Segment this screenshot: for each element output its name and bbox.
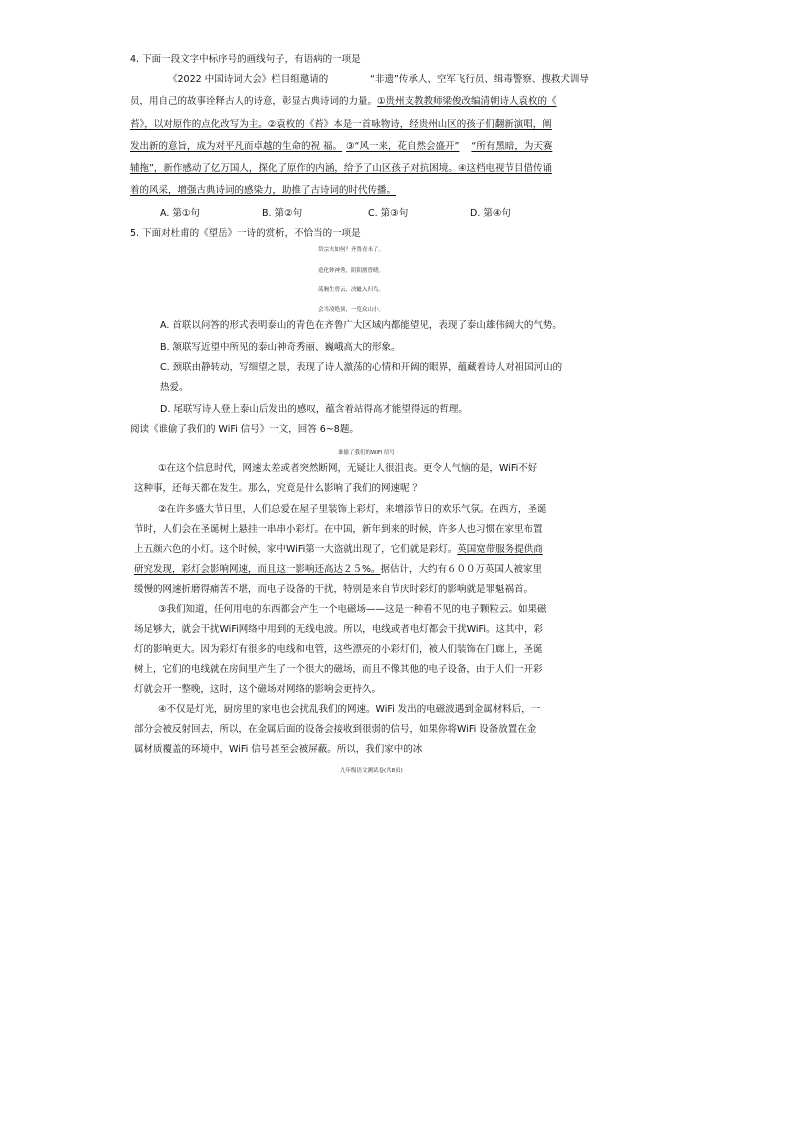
article-title: 谁偷了我们的WiFi 信号 <box>338 450 395 456</box>
q4-sentence-1: ①贵州支教教师梁俊改编清朝诗人袁枚的《 <box>377 96 557 107</box>
reading-instruction: 阅读《谁偷了我们的 WiFi 信号》一文，回答 6~8题。 <box>130 424 359 435</box>
para2-line2: 节时，人们会在圣诞树上悬挂一串串小彩灯。在中国，新年到来的时候，许多人也习惯在家里布置 <box>134 524 543 535</box>
para3-line1: ③我们知道，任何用电的东西都会产生一个电磁场——这是一种看不见的电子颗粒云。如果磁 <box>158 604 547 615</box>
q4-sentence-3-cont: 辅拖”，新作感动了亿万国人，探化了原作的内涵，给予了山区孩子对抗困境。 <box>130 163 458 174</box>
para2-line5: 缓慢的网速折磨得痛苦不堪，而电子设备的干扰，特别是来自节庆时彩灯的影响就是罪魁祸首。 <box>134 584 534 595</box>
poem-line-1: 岱宗夫如何？齐鲁青未了。 <box>318 247 385 253</box>
para3-line5: 灯就会开一整晚，这时，这个磁场对网络的影响会更持久。 <box>134 684 382 695</box>
q5-option-a: A. 首联以问答的形式表明泰山的青色在齐鲁广大区域内都能望见，表现了泰山雄伟阔大的气势。 <box>160 320 562 331</box>
para1-line2: 这种事，还每天都在发生。那么，究竟是什么影响了我们的网速呢 ？ <box>134 483 423 494</box>
poem-line-4: 会当凌绝顶，一览众山小。 <box>318 307 385 313</box>
q4-sentence-3b: “所有黑暗，为天赛 <box>471 141 553 152</box>
q4-sentence-1-cont: 苔》，以对原作的点化改写为主。 <box>130 119 268 130</box>
q4-text-line4 <box>130 140 552 154</box>
para4-line3: 属材质覆盖的环境中，WiFi 信号甚至会被屏蔽。所以，我们家中的冰 <box>134 744 423 755</box>
para2-line1: ②在许多盛大节日里，人们总爱在屋子里装饰上彩灯，来增添节日的欢乐气氛。在西方，圣诞 <box>158 504 547 515</box>
q5-option-c: C. 颈联由静转动，写细望之景，表现了诗人激荡的心情和开阔的眼界，蕴藏着诗人对祖国河山的 <box>160 362 563 373</box>
para3-line3: 灯的影响更大。因为彩灯有很多的电线和电管，这些漂亮的小彩灯们，被人们装饰在门廊上，圣诞 <box>134 644 543 655</box>
para1-line1: ①在这个信息时代，网速太差或者突然断网，无疑让人很沮丧。更令人气恼的是，WiFi不好 <box>158 463 538 474</box>
para2-line3: 上五颜六色的小灯。这个时候，家中WiFi第一大盗就出现了，它们就是彩灯。英国宽带服务提供商 <box>134 544 543 555</box>
q4-text-line3 <box>130 118 552 132</box>
para2-underlined-1: 英国宽带服务提供商 <box>457 544 543 555</box>
q5-option-b: B. 颔联写近望中所见的泰山神奇秀丽、巍峨高大的形象。 <box>160 342 401 353</box>
q4-sentence-4-cont: 着的风采，增强古典诗词的感染力，助推了古诗词的时代传播。 <box>130 185 397 196</box>
para3-line2: 场足够大，就会干扰WiFi网络中用到的无线电波。所以，电线或者电灯都会干扰WiFi。这其中，彩 <box>134 624 543 635</box>
q4-text-line5 <box>130 162 552 176</box>
q4-text-line6 <box>130 184 396 198</box>
para2-line4: 研究发现，彩灯会影响网速，而且这一影响还高达２５%。据估计，大约有６００万英国人被家里 <box>134 564 543 575</box>
q4-stem: 4. 下面一段文字中标序号的画线句子，有语病的一项是 <box>130 54 361 65</box>
q4-option-d: D. 第④句 <box>470 208 511 219</box>
poem-line-2: 造化钟神秀，阴阳割昏晓。 <box>318 268 385 274</box>
q4-text-line1b: “非遗”传承人、空军飞行员、缉毒警察、搜救犬训导 <box>370 74 589 85</box>
q4-text-line1a: 《2022 中国诗词大会》栏目组邀请的 <box>168 74 329 85</box>
q4-sentence-2: ②袁枚的《苔》本是一首咏物诗，经贵州山区的孩子们翻新演唱，阐 <box>267 119 552 130</box>
q5-option-d: D. 尾联写诗人登上泰山后发出的感叹，蕴含着站得高才能望得远的哲理。 <box>160 404 468 415</box>
para3-line4: 树上，它们的电线就在房间里产生了一个很大的磁场，而且不像其他的电子设备，由于人们一开彩 <box>134 664 543 675</box>
q5-option-c-cont: 热爱。 <box>160 382 189 393</box>
q4-sentence-2-cont: 发出新的意旨，成为对平凡而卓越的生命的祝 福。 <box>130 141 343 152</box>
q4-text-line2: 员，用自己的故事诠释古人的诗意，彰显古典诗词的力量。①贵州支教教师梁俊改编清朝诗人袁枚的《 <box>130 96 557 107</box>
q4-option-c: C. 第③句 <box>368 208 409 219</box>
q4-sentence-3: ③“风一来，花自然会盛开” <box>346 141 460 152</box>
q4-option-b: B. 第②句 <box>262 208 303 219</box>
q5-stem: 5. 下面对杜甫的《望岳》一诗的赏析，不恰当的一项是 <box>130 228 361 239</box>
para4-line1: ④不仅是灯光，厨房里的家电也会扰乱我们的网速。WiFi 发出的电磁波遇到金属材料后，一 <box>158 704 541 715</box>
poem-line-3: 荡胸生曾云，决眦入归鸟。 <box>318 287 385 293</box>
q4-sentence-4: ④这档电视节目借传诵 <box>457 163 552 174</box>
para2-underlined-2: 研究发现，彩灯会影响网速，而且这一影响还高达２５%。 <box>134 564 381 575</box>
q4-option-a: A. 第①句 <box>160 208 200 219</box>
para4-line2: 部分会被反射回去，所以，在金属后面的设备会接收到很弱的信号，如果你将WiFi 设备放置在金 <box>134 724 537 735</box>
page-footer: 九年级语文测试卷(共8页) <box>340 768 403 774</box>
